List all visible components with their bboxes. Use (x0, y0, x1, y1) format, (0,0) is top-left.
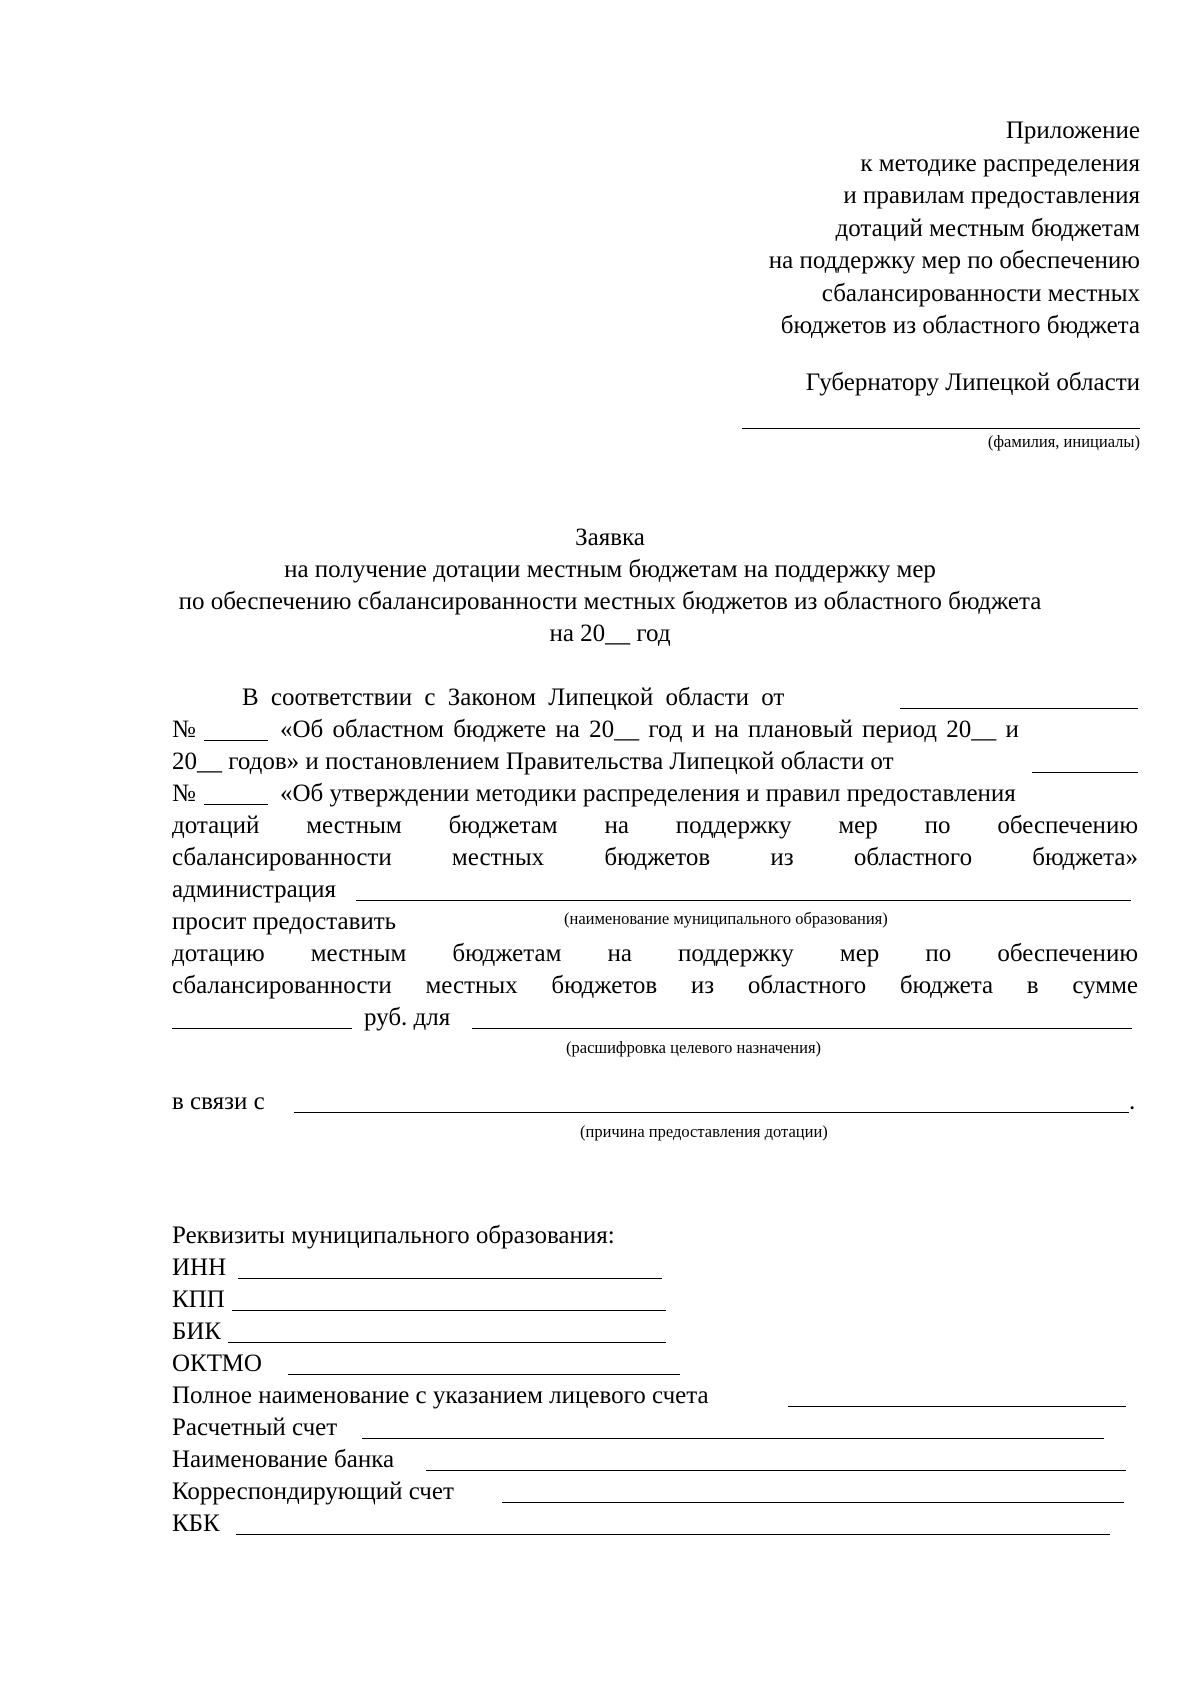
body-text: администрация (172, 876, 336, 903)
body-text: В соответствии с Законом Липецкой области от (242, 684, 785, 711)
body-row (172, 746, 1138, 778)
law-date-field[interactable] (900, 684, 1138, 709)
body-text: просит предоставить (172, 908, 397, 935)
body-text: руб. для (364, 1004, 451, 1031)
requisite-row (172, 1412, 1138, 1444)
appendix-line: к методике распределения (860, 149, 1140, 177)
body-text: № (172, 716, 196, 743)
body-row (172, 1086, 1138, 1118)
appendix-line: сбалансированности местных (821, 279, 1140, 307)
requisite-row (172, 1476, 1138, 1508)
municipality-hint: (наименование муниципального образования) (564, 909, 888, 928)
account-field[interactable] (362, 1414, 1104, 1439)
full-name-field[interactable] (788, 1382, 1126, 1407)
requisites-heading: Реквизиты муниципального образования: (172, 1222, 615, 1249)
body-text: «Об утверждении методики распределения и правил предоставления (280, 780, 1016, 807)
law-number-field[interactable] (204, 716, 268, 741)
kpp-field[interactable] (232, 1286, 666, 1311)
oktmo-field[interactable] (288, 1350, 680, 1375)
appendix-block (580, 115, 1140, 343)
body-text: 20__ годов» и постановлением Правительства Липецкой области от (172, 748, 894, 775)
body-row (172, 874, 1138, 906)
appendix-line: и правилам предоставления (843, 182, 1140, 209)
requisite-row (172, 1380, 1138, 1412)
purpose-hint: (расшифровка целевого назначения) (566, 1038, 822, 1057)
reason-field[interactable] (294, 1088, 1129, 1113)
body-text: № (172, 780, 196, 807)
requisite-row (172, 1444, 1138, 1476)
requisite-row (172, 1252, 1138, 1284)
document-title (140, 522, 1080, 650)
corr-account-field[interactable] (502, 1478, 1124, 1503)
appendix-line: бюджетов из областного бюджета (780, 312, 1140, 339)
resolution-number-field[interactable] (204, 780, 268, 805)
appendix-line: Приложение (1005, 117, 1140, 144)
body-text: «Об областном бюджете на 20__ год и на плановый период 20__ и (280, 716, 1019, 743)
requisite-row (172, 1508, 1138, 1540)
requisite-label: КПП (172, 1286, 225, 1313)
municipality-name-field[interactable] (356, 876, 1131, 901)
body-row (172, 1002, 1138, 1034)
amount-field[interactable] (172, 1004, 352, 1029)
title-line: на получение дотации местным бюджетам на поддержку мер (284, 556, 936, 583)
appendix-line: дотаций местным бюджетам (835, 214, 1140, 242)
signature-hint: (фамилия, инициалы) (987, 432, 1140, 451)
purpose-field[interactable] (472, 1004, 1132, 1029)
addressee: Губернатору Липецкой области (805, 369, 1140, 396)
body-row: сбалансированности местных бюджетов из областного бюджета в сумме (172, 972, 1138, 999)
title-line: Заявка (575, 524, 645, 551)
kbk-field[interactable] (236, 1510, 1110, 1535)
requisite-label: ОКТМО (172, 1350, 262, 1377)
requisite-label: БИК (172, 1318, 222, 1345)
bank-field[interactable] (426, 1446, 1126, 1471)
body-row (172, 778, 1138, 810)
body-text: в связи с (172, 1088, 265, 1115)
signature-line[interactable] (742, 428, 1140, 429)
requisite-row (172, 1316, 1138, 1348)
inn-field[interactable] (238, 1254, 662, 1279)
resolution-date-field[interactable] (1032, 748, 1138, 773)
requisite-label: Наименование банка (172, 1446, 395, 1473)
requisite-label: Расчетный счет (172, 1414, 338, 1441)
appendix-line: на поддержку мер по обеспечению (768, 247, 1140, 274)
requisite-label: Корреспондирующий счет (172, 1478, 454, 1505)
title-line: по обеспечению сбалансированности местных бюджетов из областного бюджета (178, 588, 1042, 615)
body-row (172, 714, 1138, 746)
requisite-label: ИНН (172, 1254, 227, 1281)
body-row: дотаций местным бюджетам на поддержку мер по обеспечению (172, 812, 1138, 839)
requisite-row (172, 1348, 1138, 1380)
requisite-label: КБК (172, 1510, 220, 1537)
requisite-label: Полное наименование с указанием лицевого счета (172, 1382, 709, 1409)
body-row: сбалансированности местных бюджетов из областного бюджета» (172, 844, 1138, 871)
title-line: на 20__ год (549, 620, 671, 647)
requisite-row (172, 1284, 1138, 1316)
body-row: дотацию местным бюджетам на поддержку мер по обеспечению (172, 940, 1138, 967)
body-text: . (1129, 1088, 1136, 1115)
body-row (172, 906, 1138, 938)
body-row (172, 682, 1138, 714)
reason-hint: (причина предоставления дотации) (580, 1122, 828, 1141)
bik-field[interactable] (228, 1318, 666, 1343)
